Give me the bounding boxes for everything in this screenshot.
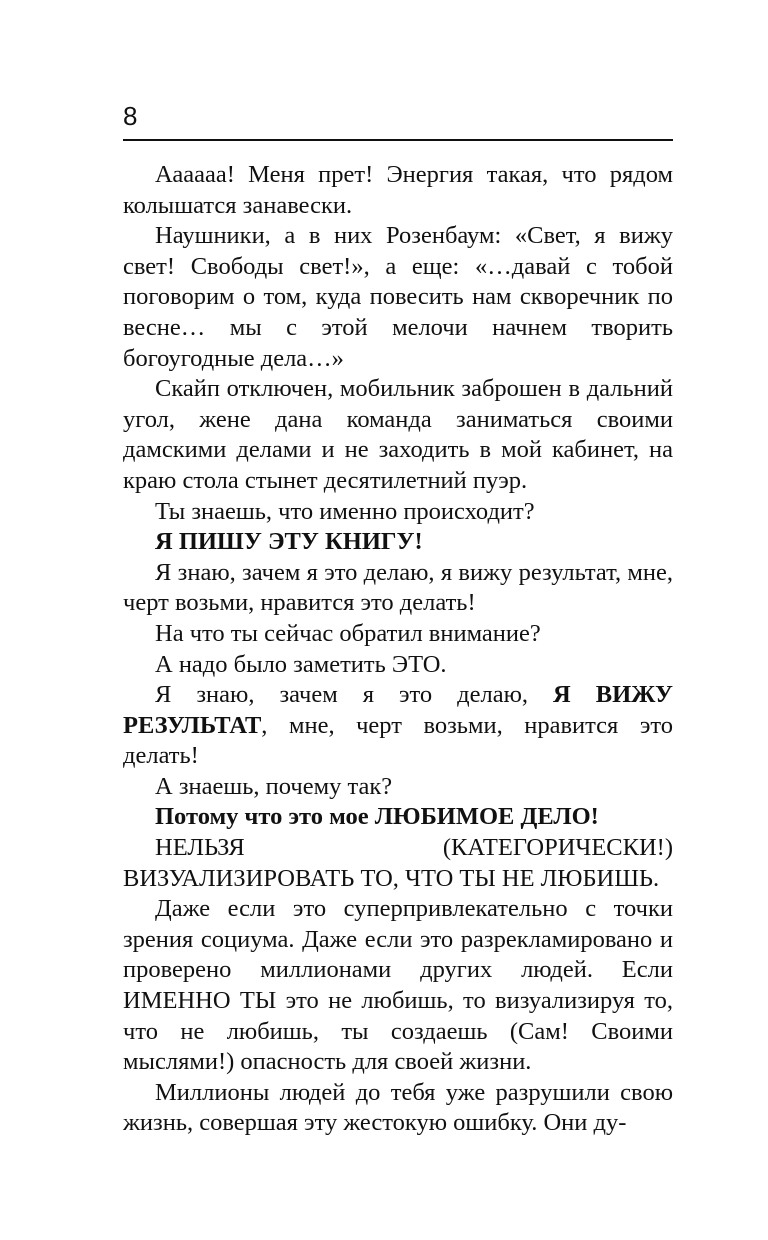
page-number: 8	[123, 101, 138, 131]
header-rule	[123, 139, 673, 141]
paragraph-question-happening: Ты знаешь, что именно происходит?	[155, 497, 535, 525]
paragraph-writing-book: Я ПИШУ ЭТУ КНИГУ!	[155, 528, 423, 556]
paragraph-i-know-why: Я знаю, зачем я это делаю, я вижу результат, мне, черт возьми, нравится это делать!	[123, 558, 673, 617]
paragraph-favorite-work: Потому что это мое ЛЮБИМОЕ ДЕЛО!	[155, 803, 599, 831]
paragraph-must-not-visualize: НЕЛЬЗЯ (КАТЕГОРИЧЕСКИ!) ВИЗУАЛИЗИРОВАТЬ ТО, ЧТО ТЫ НЕ ЛЮБИШЬ.	[123, 834, 673, 892]
paragraph-attention-question: На что ты сейчас обратил внимание?	[155, 619, 541, 647]
paragraph-i-see-result-after: , мне, черт возьми, нравится это делать!	[123, 711, 673, 770]
paragraph-skype: Скайп отключен, мобильник заброшен в дальний угол, жене дана команда заниматься своими дамскими делами и не заходить в мой кабинет, на краю стола стынет десятилетний пуэр.	[123, 375, 673, 494]
paragraph-headphones: Наушники, а в них Розенбаум: «Свет, я вижу свет! Свободы свет!», а еще: «…давай с тобой поговорим о том, куда повесить нам скворечник по весне… мы с этой мелочи начнем творить богоугодные дела…»	[123, 222, 673, 372]
paragraph-why-question: А знаешь, почему так?	[155, 772, 393, 800]
paragraph-notice-this: А надо было заметить ЭТО.	[155, 650, 447, 678]
paragraph-millions: Миллионы людей до тебя уже разрушили свою жизнь, совершая эту жестокую ошибку. Они ду-	[123, 1078, 673, 1137]
paragraph-energy: Аааааа! Меня прет! Энергия такая, что рядом колышатся занавески.	[123, 161, 673, 219]
paragraph-i-see-result	[123, 680, 673, 772]
paragraph-i-see-result-before: Я знаю, зачем я это делаю,	[155, 681, 554, 709]
page-body	[123, 160, 673, 1139]
paragraph-i-see-result-bold: Я ВИЖУ РЕЗУЛЬТАТ	[123, 681, 673, 739]
paragraph-even-if: Даже если это суперпривлекательно с точки зрения социума. Даже если это разрекламировано и проверено миллионами других людей. Если ИМЕННО ТЫ это не любишь, то визуализируя то, что не любишь, ты создаешь (Сам! Своими мыслями!) опасность для своей жизни.	[123, 895, 673, 1076]
